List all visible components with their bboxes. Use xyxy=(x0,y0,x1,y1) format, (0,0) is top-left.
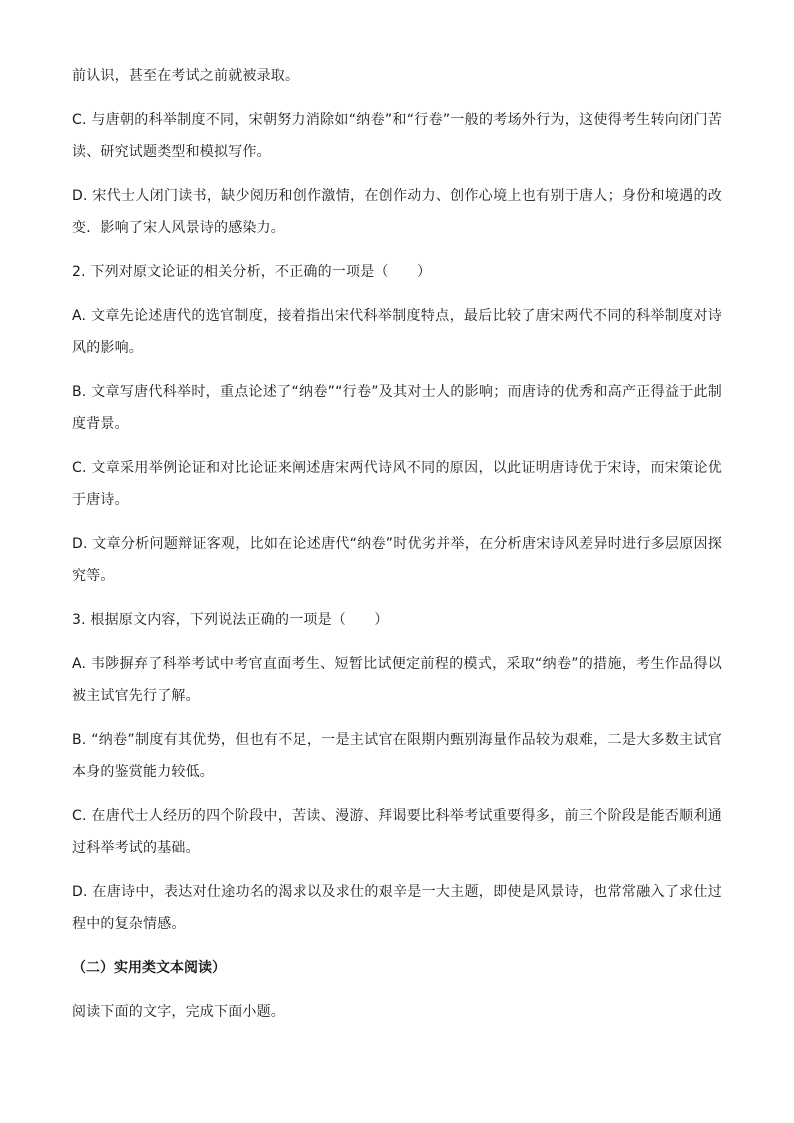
reading-instruction: 阅读下面的文字，完成下面小题。 xyxy=(72,1004,285,1020)
document-page xyxy=(72,60,722,1040)
q2-option-b: B. 文章写唐代科举时，重点论述了“纳卷”“行卷”及其对士人的影响；而唐诗的优秀和高产正得益于此制度背景。 xyxy=(72,384,722,432)
q3-option-a: A. 韦陟摒弃了科举考试中考官直面考生、短暂比试便定前程的模式，采取“纳卷”的措施，考生作品得以被主试官先行了解。 xyxy=(72,656,722,704)
q2-option-d: D. 文章分析问题辩证客观，比如在论述唐代“纳卷”时优劣并举，在分析唐宋诗风差异时进行多层原因探究等。 xyxy=(72,536,722,584)
q1-option-d: D. 宋代士人闭门读书，缺少阅历和创作激情，在创作动力、创作心境上也有别于唐人；身份和境遇的改变．影响了宋人风景诗的感染力。 xyxy=(72,188,722,236)
question-2-stem: 2. 下列对原文论证的相关分析，不正确的一项是（ ） xyxy=(72,264,432,280)
q3-option-c: C. 在唐代士人经历的四个阶段中，苦读、漫游、拜谒要比科举考试重要得多，前三个阶段是能否顺利通过科举考试的基础。 xyxy=(72,808,722,856)
q3-option-d: D. 在唐诗中，表达对仕途功名的渴求以及求仕的艰辛是一大主题，即使是风景诗，也常常融入了求仕过程中的复杂情感。 xyxy=(72,884,722,932)
q1-option-c: C. 与唐朝的科举制度不同，宋朝努力消除如“纳卷”和“行卷”一般的考场外行为，这使得考生转向闭门苦读、研究试题类型和模拟写作。 xyxy=(72,112,722,160)
q2-option-c: C. 文章采用举例论证和对比论证来阐述唐宋两代诗风不同的原因，以此证明唐诗优于宋诗，而宋策论优于唐诗。 xyxy=(72,460,722,508)
q2-option-a: A. 文章先论述唐代的选官制度，接着指出宋代科举制度特点，最后比较了唐宋两代不同的科举制度对诗风的影响。 xyxy=(72,308,722,356)
q3-option-b: B. “纳卷”制度有其优势，但也有不足，一是主试官在限期内甄别海量作品较为艰难，二是大多数主试官本身的鉴赏能力较低。 xyxy=(72,732,722,780)
section-heading: （二）实用类文本阅读） xyxy=(72,960,226,976)
question-3-stem: 3. 根据原文内容，下列说法正确的一项是（ ） xyxy=(72,612,389,628)
paragraph-continuation: 前认识，甚至在考试之前就被录取。 xyxy=(72,68,300,84)
